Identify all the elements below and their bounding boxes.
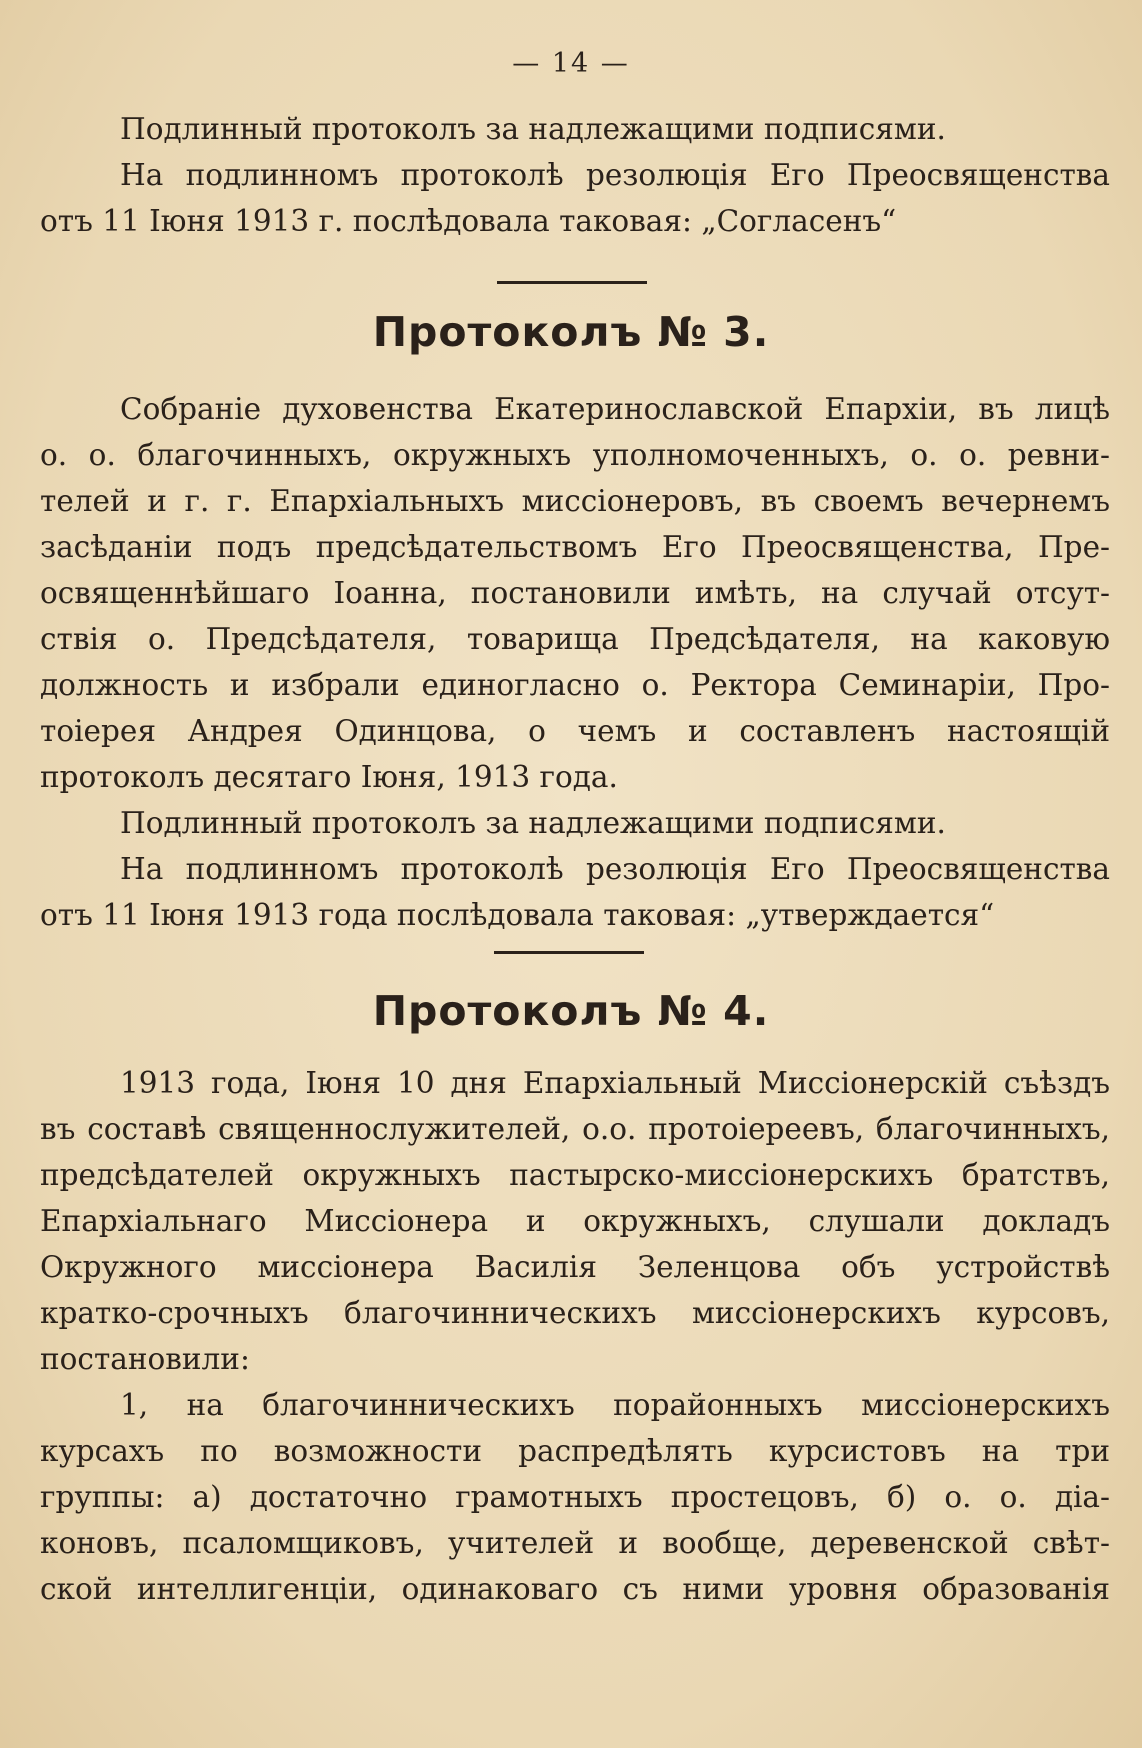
- text-line: кратко-срочныхъ благочинническихъ миссіонерскихъ курсовъ,: [40, 1296, 1110, 1330]
- text-line: 1913 года, Іюня 10 дня Епархіальный Миссіонерскій съѣздъ: [120, 1066, 1110, 1100]
- text-line: освященнѣйшаго Іоанна, постановили имѣть, на случай отсут-: [40, 576, 1110, 610]
- heading-protocol-4: Протоколъ № 4.: [372, 987, 770, 1035]
- paragraph-block-2: [40, 386, 1110, 938]
- divider-rule: [494, 951, 644, 954]
- text-line: коновъ, псаломщиковъ, учителей и вообще, деревенской свѣт-: [40, 1526, 1110, 1560]
- paragraph-block-3: [40, 1060, 1110, 1612]
- paragraph-block-1: [40, 106, 1110, 244]
- heading-protocol-3: Протоколъ № 3.: [372, 308, 770, 356]
- text-line: ской интеллигенціи, одинаковаго съ ними уровня образованія: [40, 1572, 1110, 1606]
- text-line: постановили:: [40, 1342, 250, 1376]
- text-line: телей и г. г. Епархіальныхъ миссіонеровъ, въ своемъ вечернемъ: [40, 484, 1110, 518]
- text-line: Окружного миссіонера Василія Зеленцова объ устройствѣ: [40, 1250, 1110, 1284]
- text-line: отъ 11 Іюня 1913 г. послѣдовала таковая: „Согласенъ“: [40, 204, 897, 238]
- text-line: курсахъ по возможности распредѣлять курсистовъ на три: [40, 1434, 1110, 1468]
- text-line: Собраніе духовенства Екатеринославской Епархіи, въ лицѣ: [120, 392, 1110, 426]
- divider-rule: [497, 281, 647, 284]
- text-line: ствія о. Предсѣдателя, товарища Предсѣдателя, на каковую: [40, 622, 1110, 656]
- text-line: 1, на благочинническихъ порайонныхъ миссіонерскихъ: [120, 1388, 1110, 1422]
- text-line: Епархіальнаго Миссіонера и окружныхъ, слушали докладъ: [40, 1204, 1110, 1238]
- text-line: Подлинный протоколъ за надлежащими подписями.: [120, 112, 946, 146]
- page-number: — 14 —: [512, 48, 630, 79]
- text-line: въ составѣ священнослужителей, о.о. протоіереевъ, благочинныхъ,: [40, 1112, 1110, 1146]
- text-line: Подлинный протоколъ за надлежащими подписями.: [120, 806, 946, 840]
- text-line: должность и избрали единогласно о. Ректора Семинаріи, Про-: [40, 668, 1110, 702]
- text-line: о. о. благочинныхъ, окружныхъ уполномоченныхъ, о. о. ревни-: [40, 438, 1110, 472]
- text-line: протоколъ десятаго Іюня, 1913 года.: [40, 760, 618, 794]
- text-line: отъ 11 Іюня 1913 года послѣдовала таковая: „утверждается“: [40, 898, 995, 932]
- text-line: засѣданіи подъ предсѣдательствомъ Его Преосвященства, Пре-: [40, 530, 1110, 564]
- text-line: тоіерея Андрея Одинцова, о чемъ и составленъ настоящій: [40, 714, 1110, 748]
- text-line: группы: а) достаточно грамотныхъ простецовъ, б) о. о. діа-: [40, 1480, 1110, 1514]
- text-line: На подлинномъ протоколѣ резолюція Его Преосвященства: [120, 158, 1110, 192]
- text-line: предсѣдателей окружныхъ пастырско-миссіонерскихъ братствъ,: [40, 1158, 1110, 1192]
- text-line: На подлинномъ протоколѣ резолюція Его Преосвященства: [120, 852, 1110, 886]
